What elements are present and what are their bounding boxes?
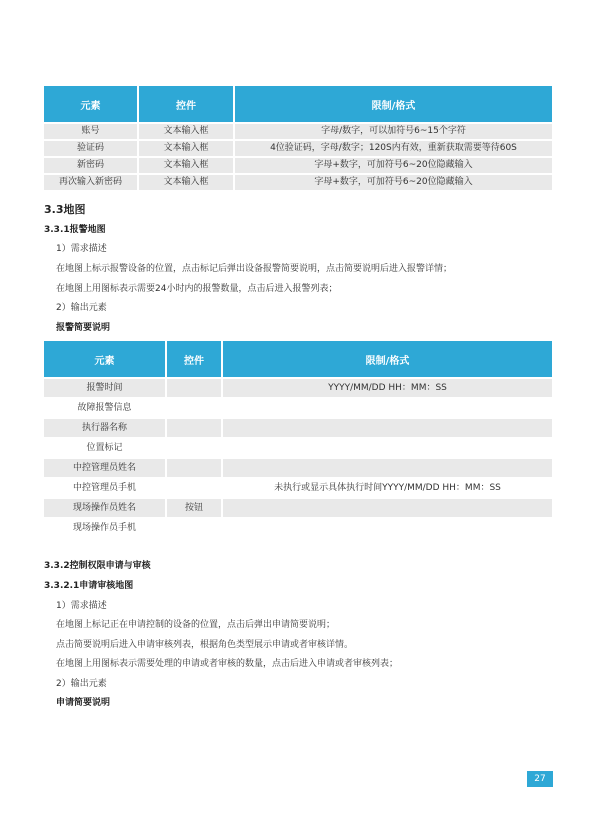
cell-control xyxy=(166,418,222,438)
cell-element: 中控管理员手机 xyxy=(44,478,166,498)
table-row xyxy=(44,123,552,140)
table-row xyxy=(44,378,552,398)
paragraph-line: 点击简要说明后进入申请审核列表，根据角色类型展示申请或者审核详情。 xyxy=(56,640,354,650)
paragraph-line: 在地图上用图标表示需要24小时内的报警数量，点击后进入报警列表； xyxy=(56,284,338,294)
list-item-output: 2）输出元素 xyxy=(56,679,107,689)
section-heading-3-3-2-1: 3.3.2.1申请审核地图 xyxy=(44,581,134,591)
cell-element: 报警时间 xyxy=(44,378,166,398)
page-number: 27 xyxy=(527,771,553,787)
cell-element: 现场操作员手机 xyxy=(44,518,166,537)
section-heading-3-3-1: 3.3.1报警地图 xyxy=(44,225,106,235)
cell-control xyxy=(166,438,222,458)
cell-format: YYYY/MM/DD HH：MM：SS xyxy=(222,378,552,398)
header-format: 限制/格式 xyxy=(222,341,552,378)
header-element: 元素 xyxy=(44,86,138,123)
table-row xyxy=(44,498,552,518)
cell-control: 按钮 xyxy=(166,498,222,518)
section-heading-3-3: 3.3地图 xyxy=(44,203,86,216)
table-row xyxy=(44,174,552,190)
table-row xyxy=(44,398,552,418)
cell-control: 文本输入框 xyxy=(138,174,234,190)
cell-element: 故障报警信息 xyxy=(44,398,166,418)
cell-element: 验证码 xyxy=(44,140,138,157)
cell-element: 位置标记 xyxy=(44,438,166,458)
cell-element: 账号 xyxy=(44,123,138,140)
table-row xyxy=(44,478,552,498)
cell-element: 再次输入新密码 xyxy=(44,174,138,190)
cell-control xyxy=(166,518,222,537)
cell-control: 文本输入框 xyxy=(138,140,234,157)
paragraph-line: 在地图上用图标表示需要处理的申请或者审核的数量，点击后进入申请或者审核列表； xyxy=(56,659,399,669)
subheading-alarm-summary: 报警简要说明 xyxy=(56,323,111,333)
cell-control xyxy=(166,478,222,498)
table-row xyxy=(44,438,552,458)
header-format: 限制/格式 xyxy=(234,86,552,123)
cell-format: 未执行或显示具体执行时间YYYY/MM/DD HH：MM：SS xyxy=(222,478,552,498)
account-fields-table xyxy=(44,86,552,190)
cell-format: 字母+数字，可加符号6~20位隐藏输入 xyxy=(234,174,552,190)
table-row xyxy=(44,157,552,174)
cell-format: 4位验证码，字母/数字；120S内有效，重新获取需要等待60S xyxy=(234,140,552,157)
cell-control xyxy=(166,458,222,478)
cell-element: 新密码 xyxy=(44,157,138,174)
cell-control xyxy=(166,378,222,398)
table-row xyxy=(44,418,552,438)
cell-format: 字母+数字，可加符号6~20位隐藏输入 xyxy=(234,157,552,174)
alarm-summary-table xyxy=(44,341,552,537)
cell-format: 字母/数字，可以加符号6~15个字符 xyxy=(234,123,552,140)
table-row xyxy=(44,518,552,537)
header-element: 元素 xyxy=(44,341,166,378)
paragraph-line: 在地图上标示报警设备的位置，点击标记后弹出设备报警简要说明，点击简要说明后进入报警详情； xyxy=(56,264,453,274)
cell-format xyxy=(222,518,552,537)
list-item-requirements: 1）需求描述 xyxy=(56,601,107,611)
cell-control xyxy=(166,398,222,418)
paragraph-line: 在地图上标记正在申请控制的设备的位置，点击后弹出申请简要说明； xyxy=(56,620,336,630)
cell-element: 中控管理员姓名 xyxy=(44,458,166,478)
cell-format xyxy=(222,418,552,438)
list-item-output: 2）输出元素 xyxy=(56,303,107,313)
cell-format xyxy=(222,498,552,518)
subheading-request-summary: 申请简要说明 xyxy=(56,698,111,708)
table-row xyxy=(44,140,552,157)
cell-control: 文本输入框 xyxy=(138,123,234,140)
cell-element: 现场操作员姓名 xyxy=(44,498,166,518)
table-header-row xyxy=(44,341,552,378)
table-row xyxy=(44,458,552,478)
list-item-requirements: 1）需求描述 xyxy=(56,244,107,254)
section-heading-3-3-2: 3.3.2控制权限申请与审核 xyxy=(44,561,151,571)
cell-element: 执行器名称 xyxy=(44,418,166,438)
header-control: 控件 xyxy=(138,86,234,123)
cell-control: 文本输入框 xyxy=(138,157,234,174)
header-control: 控件 xyxy=(166,341,222,378)
cell-format xyxy=(222,398,552,418)
cell-format xyxy=(222,438,552,458)
cell-format xyxy=(222,458,552,478)
table-header-row xyxy=(44,86,552,123)
